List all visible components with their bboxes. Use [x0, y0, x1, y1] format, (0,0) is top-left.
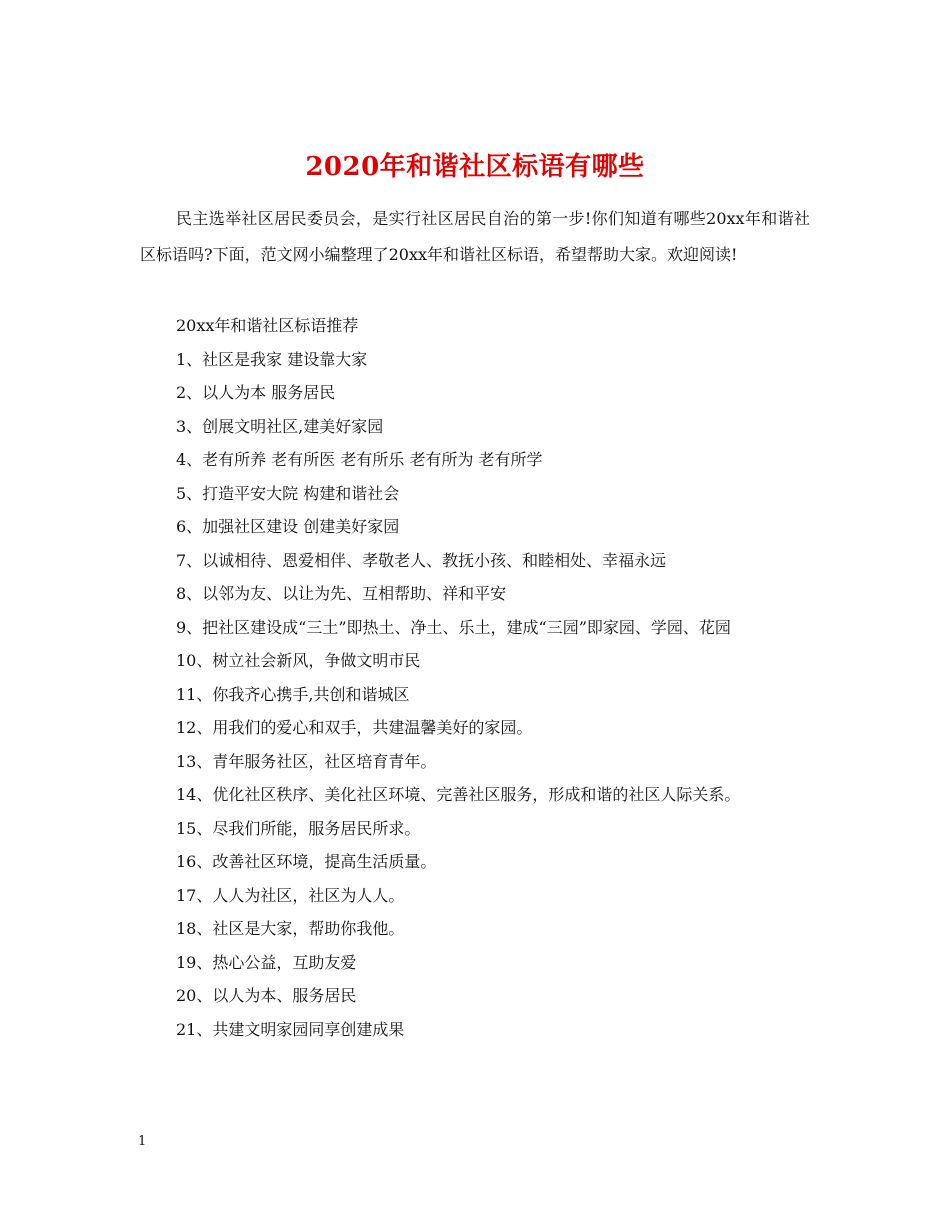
slogan-item: 20、以人为本、服务居民: [176, 986, 357, 1005]
slogan-item: 5、打造平安大院 构建和谐社会: [176, 483, 400, 503]
slogan-item: 15、尽我们所能，服务居民所求。: [176, 818, 421, 838]
slogan-list: [140, 309, 810, 1046]
slogan-item: 14、优化社区秩序、美化社区环境、完善社区服务，形成和谐的社区人际关系。: [176, 785, 741, 804]
slogan-item: 16、改善社区环境，提高生活质量。: [176, 852, 437, 871]
slogan-item: 4、老有所养 老有所医 老有所乐 老有所为 老有所学: [176, 450, 543, 469]
slogan-item: 8、以邻为友、以让为先、互相帮助、祥和平安: [176, 584, 507, 603]
document-title: 2020年和谐社区标语有哪些: [305, 152, 645, 183]
slogan-item: 21、共建文明家园同享创建成果: [176, 1019, 405, 1039]
slogan-item: 11、你我齐心携手,共创和谐城区: [176, 684, 410, 704]
slogan-item: 13、青年服务社区，社区培育青年。: [176, 751, 437, 771]
slogan-item: 17、人人为社区，社区为人人。: [176, 885, 405, 905]
slogan-item: 3、创展文明社区,建美好家园: [176, 416, 384, 436]
intro-paragraph: 民主选举社区居民委员会，是实行社区居民自治的第一步!你们知道有哪些20xx年和谐社区标语吗?下面，范文网小编整理了20xx年和谐社区标语，希望帮助大家。欢迎阅读!: [140, 209, 810, 264]
slogan-item: 7、以诚相待、恩爱相伴、孝敬老人、教抚小孩、和睦相处、幸福永远: [176, 550, 667, 570]
slogan-item: 2、以人为本 服务居民: [176, 383, 336, 402]
slogan-item: 12、用我们的爱心和双手，共建温馨美好的家园。: [176, 718, 533, 737]
slogan-item: 10、树立社会新风，争做文明市民: [176, 651, 421, 670]
section-heading: 20xx年和谐社区标语推荐: [176, 316, 359, 335]
slogan-item: 1、社区是我家 建设靠大家: [176, 349, 368, 369]
slogan-item: 18、社区是大家，帮助你我他。: [176, 919, 405, 938]
slogan-item: 19、热心公益，互助友爱: [176, 952, 357, 972]
slogan-item: 6、加强社区建设 创建美好家园: [176, 517, 400, 536]
page-number: 1: [138, 1134, 147, 1149]
slogan-item: 9、把社区建设成“三土”即热土、净土、乐土，建成“三园”即家园、学园、花园: [176, 617, 731, 637]
